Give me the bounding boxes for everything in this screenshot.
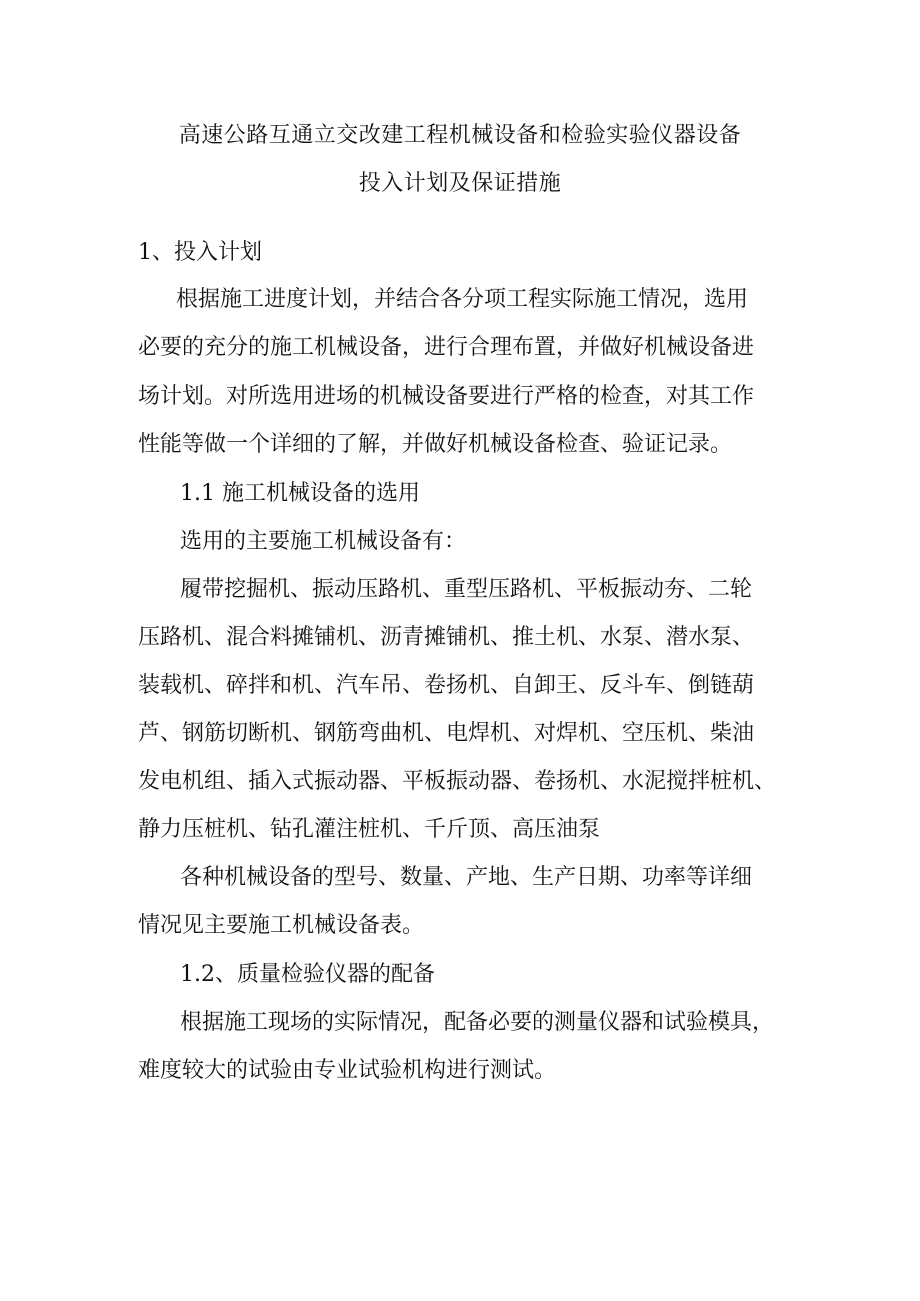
equipment-list-line: 静力压桩机、钻孔灌注桩机、千斤顶、高压油泵 bbox=[138, 817, 601, 842]
quality-paragraph-line: 难度较大的试验由专业试验机构进行测试。 bbox=[138, 1058, 557, 1083]
equipment-list-line: 履带挖掘机、振动压路机、重型压路机、平板振动夯、二轮 bbox=[180, 577, 753, 602]
section-1-paragraph-line: 必要的充分的施工机械设备，进行合理布置，并做好机械设备进 bbox=[138, 335, 755, 360]
quality-paragraph-line: 根据施工现场的实际情况，配备必要的测量仪器和试验模具， bbox=[180, 1010, 775, 1035]
section-1-paragraph-line: 根据施工进度计划，并结合各分项工程实际施工情况，选用 bbox=[176, 287, 749, 312]
subsection-1-2-heading: 1.2、质量检验仪器的配备 bbox=[180, 962, 435, 987]
section-1-paragraph-line: 性能等做一个详细的了解，并做好机械设备检查、验证记录。 bbox=[138, 432, 733, 457]
selection-intro: 选用的主要施工机械设备有： bbox=[180, 529, 467, 554]
equipment-list-line: 芦、钢筋切断机、钢筋弯曲机、电焊机、对焊机、空压机、柴油 bbox=[138, 721, 755, 746]
document-title-line-1: 高速公路互通立交改建工程机械设备和检验实验仪器设备 bbox=[178, 123, 742, 148]
equipment-details-line: 各种机械设备的型号、数量、产地、生产日期、功率等详细 bbox=[180, 865, 753, 890]
section-1-paragraph-line: 场计划。对所选用进场的机械设备要进行严格的检查，对其工作 bbox=[138, 384, 755, 409]
equipment-details-line: 情况见主要施工机械设备表。 bbox=[138, 913, 425, 938]
equipment-list-line: 装载机、碎拌和机、汽车吊、卷扬机、自卸王、反斗车、倒链葫 bbox=[138, 673, 755, 698]
subsection-1-1-heading: 1.1 施工机械设备的选用 bbox=[180, 481, 420, 506]
equipment-list-line: 压路机、混合料摊铺机、沥青摊铺机、推土机、水泵、潜水泵、 bbox=[138, 625, 755, 650]
section-1-heading: 1、投入计划 bbox=[138, 240, 262, 265]
equipment-list-line: 发电机组、插入式振动器、平板振动器、卷扬机、水泥搅拌桩机、 bbox=[138, 769, 777, 794]
document-title-line-2: 投入计划及保证措施 bbox=[358, 171, 562, 196]
